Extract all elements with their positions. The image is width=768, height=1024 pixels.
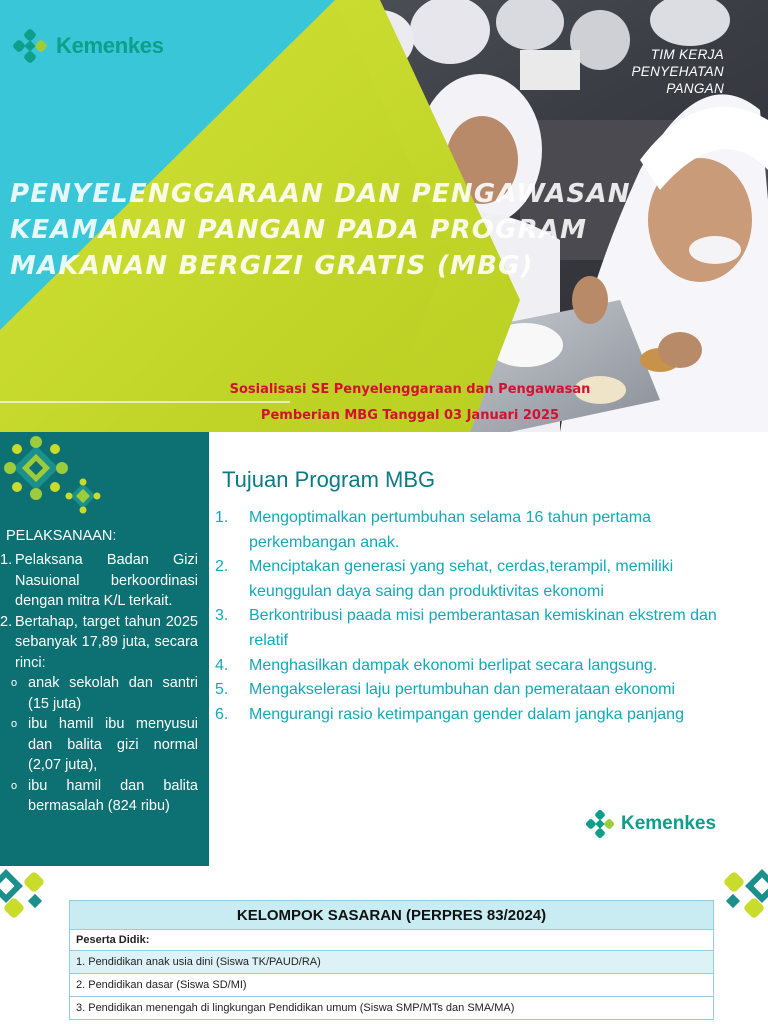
batik-ornament-icon — [0, 866, 56, 922]
target-groups-table — [69, 900, 714, 1020]
list-item: 2. Menciptakan generasi yang sehat, cerdas,terampil, memiliki keunggulan daya saing dan produktivitas ekonomi — [215, 558, 674, 600]
bullet-icon: o — [10, 718, 18, 730]
implementation-heading: PELAKSANAAN: — [6, 528, 117, 544]
kemenkes-wordmark: Kemenkes — [56, 33, 164, 58]
cover-title: PENYELENGGARAAN DAN PENGAWASAN KEAMANAN PANGAN PADA PROGRAM MAKANAN BERGIZI GRATIS (MBG) — [10, 179, 631, 281]
list-item: 3. Berkontribusi paada misi pemberantasan kemiskinan ekstrem dan relatif — [215, 607, 717, 649]
sub-list-item: o ibu hamil dan balita bermasalah (824 ribu) — [0, 776, 198, 817]
cover-subtitle-line1: Sosialisasi SE Penyelenggaraan dan Pengawasan — [229, 382, 591, 397]
table-title: KELOMPOK SASARAN (PERPRES 83/2024) — [70, 901, 714, 930]
list-item: 1. Mengoptimalkan pertumbuhan selama 16 tahun pertama perkembangan anak. — [215, 509, 652, 551]
list-item: 5. Mengakselerasi laju pertumbuhan dan pemerataan ekonomi — [215, 681, 676, 699]
cover-subtitle — [200, 377, 620, 429]
list-item: 1. Pelaksana Badan Gizi Nasuional berkoordinasi dengan mitra K/L terkait. — [0, 552, 198, 609]
list-item: 2. Bertahap, target tahun 2025 sebanyak 17,89 juta, secara rinci: — [0, 613, 198, 671]
goals-title: Tujuan Program MBG — [222, 467, 436, 492]
implementation-list — [0, 550, 198, 817]
goals-list — [212, 506, 760, 727]
bullet-icon: o — [10, 779, 18, 792]
sub-list-item: o anak sekolah dan santri (15 juta) — [0, 673, 198, 714]
table-row: 3. Pendidikan menengah di lingkungan Pendidikan umum (Siswa SMP/MTs dan SMA/MA) — [70, 997, 714, 1020]
goals-slide — [0, 432, 768, 866]
cover-subtitle-line2: Pemberian MBG Tanggal 03 Januari 2025 — [260, 408, 560, 423]
batik-ornament-icon — [0, 432, 110, 518]
kemenkes-logo-icon — [12, 28, 48, 64]
table-section-label: Peserta Didik: — [70, 930, 714, 951]
cover-slide — [0, 0, 768, 432]
implementation-panel — [0, 432, 209, 866]
kemenkes-wordmark: Kemenkes — [621, 813, 717, 834]
batik-ornament-icon — [712, 866, 768, 922]
table-row: 2. Pendidikan dasar (Siswa SD/MI) — [70, 974, 714, 997]
target-groups-slide — [0, 866, 768, 1024]
kemenkes-logo-icon — [585, 809, 615, 839]
list-item: 4. Menghasilkan dampak ekonomi berlipat secara langsung. — [215, 656, 658, 674]
table-row: 1. Pendidikan anak usia dini (Siswa TK/PAUD/RA) — [70, 951, 714, 974]
bullet-icon: o — [10, 677, 18, 689]
sub-list-item: o ibu hamil ibu menyusui dan balita gizi normal (2,07 juta), — [0, 714, 198, 776]
kemenkes-brand-top — [12, 28, 164, 64]
kemenkes-brand-bottom — [585, 809, 716, 839]
list-item: 6. Mengurangi rasio ketimpangan gender dalam jangka panjang — [215, 705, 684, 723]
team-label: TIM KERJA PENYEHATAN PANGAN — [631, 47, 724, 96]
